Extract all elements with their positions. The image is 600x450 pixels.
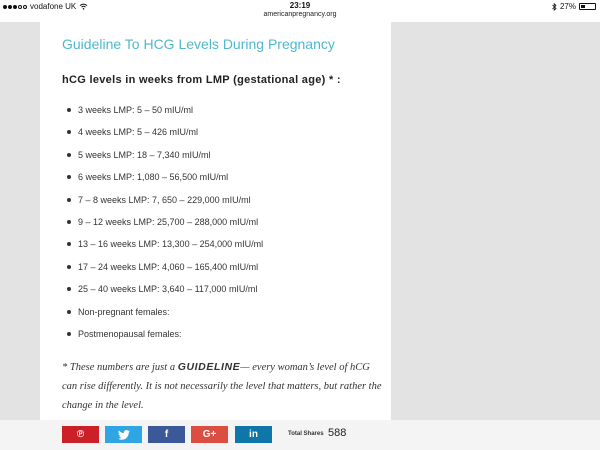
facebook-icon: f <box>164 429 169 440</box>
list-item: 25 – 40 weeks LMP: 3,640 – 117,000 mIU/ml <box>67 284 263 306</box>
guideline-emphasis: GUIDELINE <box>177 361 241 373</box>
battery-percent: 27% <box>559 2 576 11</box>
left-margin <box>0 22 40 420</box>
bullet-icon <box>67 265 71 269</box>
status-right <box>552 2 596 11</box>
bullet-icon <box>67 242 71 246</box>
bullet-icon <box>67 220 71 224</box>
hcg-levels-list <box>67 105 263 351</box>
bullet-icon <box>67 153 71 157</box>
right-margin <box>391 22 600 420</box>
bluetooth-icon <box>552 3 557 11</box>
bullet-icon <box>67 130 71 134</box>
list-item: 7 – 8 weeks LMP: 7, 650 – 229,000 mIU/ml <box>67 195 263 217</box>
list-item: 5 weeks LMP: 18 – 7,340 mIU/ml <box>67 150 263 172</box>
google-plus-share-button[interactable] <box>191 426 228 443</box>
bullet-icon <box>67 108 71 112</box>
bullet-icon <box>67 287 71 291</box>
bullet-icon <box>67 198 71 202</box>
linkedin-icon: in <box>249 429 258 440</box>
list-item: 13 – 16 weeks LMP: 13,300 – 254,000 mIU/ml <box>67 239 263 261</box>
guideline-note: * These numbers are just a GUIDELINE— every woman’s level of hCG can rise differently. It is not necessarily the level that matters, but rather the change in the level. <box>62 361 382 411</box>
total-shares-count: 588 <box>328 427 347 439</box>
twitter-icon <box>118 430 130 440</box>
bullet-icon <box>67 175 71 179</box>
page-title: Guideline To HCG Levels During Pregnancy <box>62 36 335 52</box>
pinterest-share-button[interactable] <box>62 426 99 443</box>
carrier-name: vodafone UK <box>30 2 77 11</box>
list-item: 3 weeks LMP: 5 – 50 mIU/ml <box>67 105 263 127</box>
status-time: 23:19 <box>289 1 311 10</box>
list-item: Non-pregnant females: <box>67 307 263 329</box>
section-heading: hCG levels in weeks from LMP (gestational age) * : <box>62 74 341 86</box>
linkedin-share-button[interactable] <box>235 426 272 443</box>
list-item: 4 weeks LMP: 5 – 426 mIU/ml <box>67 127 263 149</box>
bullet-icon <box>67 332 71 336</box>
url-text[interactable]: americanpregnancy.org <box>263 11 337 18</box>
bullet-icon <box>67 310 71 314</box>
share-bar <box>0 420 600 450</box>
article-content <box>40 22 391 420</box>
pinterest-icon: ℗ <box>76 429 85 440</box>
twitter-share-button[interactable] <box>105 426 142 443</box>
url-bar[interactable] <box>0 11 600 18</box>
google-plus-icon: G+ <box>202 429 217 440</box>
battery-fill <box>581 5 585 8</box>
list-item: 6 weeks LMP: 1,080 – 56,500 mIU/ml <box>67 172 263 194</box>
facebook-share-button[interactable] <box>148 426 185 443</box>
list-item: Postmenopausal females: <box>67 329 263 351</box>
list-item: 9 – 12 weeks LMP: 25,700 – 288,000 mIU/ml <box>67 217 263 239</box>
total-shares-label: Total Shares <box>288 431 324 437</box>
list-item: 17 – 24 weeks LMP: 4,060 – 165,400 mIU/ml <box>67 262 263 284</box>
battery-icon <box>579 3 596 10</box>
